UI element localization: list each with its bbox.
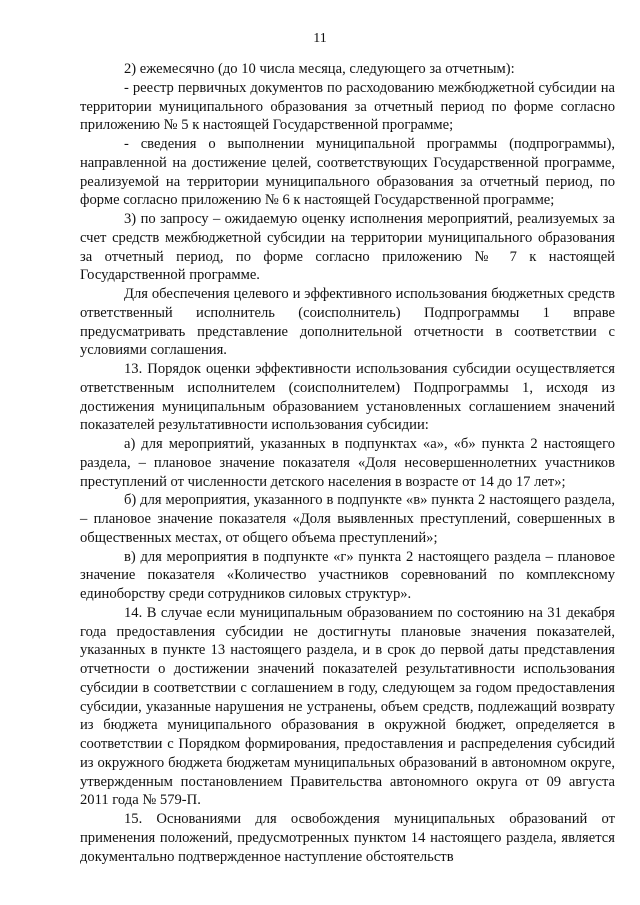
paragraph-item-14: 14. В случае если муниципальным образованием по состоянию на 31 декабря года предоставления субсидии не достигнуты плановые значения показателей, указанных в пункте 13 настоящего раздела, и в срок до первой даты представления отчетности о достижении значений показателей результативности использования субсидии в соответствии с соглашением в году, следующем за годом предоставления субсидии, указанные нарушения не устранены, объем средств, подлежащий возврату из бюджета муниципального образования в окружной бюджет, определяется в соответствии с Порядком формирования, предоставления и распределения субсидий из окружного бюджета бюджетам муниципальных образований в автономном округе, утвержденным постановлением Правительства автономного округа от 09 августа 2011 года № 579-П. [80, 604, 615, 809]
paragraph-monthly-reporting: 2) ежемесячно (до 10 числа месяца, следующего за отчетным): [124, 61, 515, 77]
paragraph-program-execution-info: - сведения о выполнении муниципальной программы (подпрограммы), направленной на достижение целей, соответствующих Государственной программе, реализуемой на территории муниципального образования за отчетный период, по форме согласно приложению № 6 к настоящей Государственной программе; [80, 136, 615, 209]
paragraph-item-13-v: в) для мероприятия в подпункте «г» пункта 2 настоящего раздела – плановое значение показателя «Количество участников соревнований по комплексному единоборству среди сотрудников силовых структур». [80, 548, 615, 602]
paragraph-additional-reporting: Для обеспечения целевого и эффективного использования бюджетных средств ответственный исполнитель (соисполнитель) Подпрограммы 1 вправе предусматривать представление дополнительной отчетности в соответствии с условиями соглашения. [80, 286, 615, 359]
paragraph-item-13-a: а) для мероприятий, указанных в подпунктах «а», «б» пункта 2 настоящего раздела, – плановое значение показателя «Доля несовершеннолетних участников преступлений от численности детского населения в возрасте от 14 до 17 лет»; [80, 436, 615, 490]
paragraph-item-13-evaluation: 13. Порядок оценки эффективности использования субсидии осуществляется ответственным исполнителем (соисполнителем) Подпрограммы 1, исходя из достижения муниципальным образованием установленных соглашением значений показателей результативности использования субсидии: [80, 361, 615, 434]
document-body [80, 60, 615, 866]
page-number: 11 [313, 31, 327, 46]
paragraph-item-15: 15. Основаниями для освобождения муниципальных образований от применения положений, предусмотренных пунктом 14 настоящего раздела, является документально подтвержденное наступление обстоятельств [80, 811, 615, 865]
paragraph-item-13-b: б) для мероприятия, указанного в подпункте «в» пункта 2 настоящего раздела, – плановое значение показателя «Доля выявленных преступлений, совершенных в общественных местах, от общего объема преступлений»; [80, 492, 615, 546]
paragraph-primary-documents-registry: - реестр первичных документов по расходованию межбюджетной субсидии на территории муниципального образования за отчетный период по форме согласно приложению № 5 к настоящей Государственной программе; [80, 79, 615, 134]
paragraph-on-request-estimate: 3) по запросу – ожидаемую оценку исполнения мероприятий, реализуемых за счет средств межбюджетной субсидии на территории муниципального образования за отчетный период, по форме согласно приложению № 7 к настоящей Государственной программе. [80, 211, 615, 284]
